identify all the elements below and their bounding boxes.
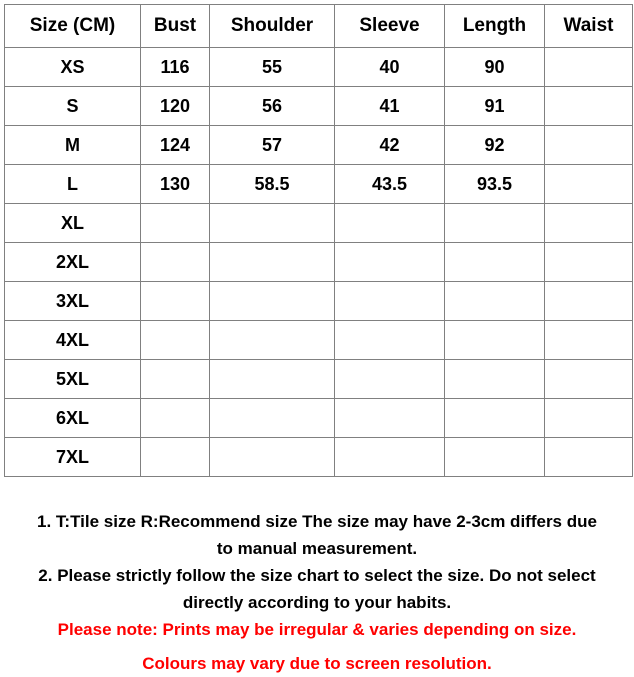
length-cell: 92	[445, 126, 545, 165]
waist-cell	[545, 87, 633, 126]
size-cell: 5XL	[5, 360, 141, 399]
length-cell	[445, 399, 545, 438]
table-row	[5, 360, 633, 399]
shoulder-cell	[210, 438, 335, 477]
waist-cell	[545, 399, 633, 438]
header-waist: Waist	[545, 5, 633, 48]
shoulder-cell	[210, 243, 335, 282]
size-notes	[0, 508, 634, 677]
sleeve-cell	[335, 399, 445, 438]
waist-cell	[545, 126, 633, 165]
bust-cell: 124	[141, 126, 210, 165]
sleeve-cell	[335, 321, 445, 360]
shoulder-cell: 57	[210, 126, 335, 165]
table-row	[5, 48, 633, 87]
header-size: Size (CM)	[5, 5, 141, 48]
size-cell: XL	[5, 204, 141, 243]
length-cell	[445, 282, 545, 321]
bust-cell: 120	[141, 87, 210, 126]
size-chart-table	[4, 4, 633, 477]
sleeve-cell: 41	[335, 87, 445, 126]
bust-cell	[141, 399, 210, 438]
sleeve-cell	[335, 282, 445, 321]
bust-cell	[141, 360, 210, 399]
length-cell: 90	[445, 48, 545, 87]
table-row	[5, 438, 633, 477]
size-cell: L	[5, 165, 141, 204]
shoulder-cell	[210, 360, 335, 399]
colours-warning: Colours may vary due to screen resolution.	[142, 654, 492, 673]
note-2-line-2: directly according to your habits.	[182, 593, 452, 612]
table-row	[5, 282, 633, 321]
length-cell: 91	[445, 87, 545, 126]
size-cell: 6XL	[5, 399, 141, 438]
size-cell: S	[5, 87, 141, 126]
waist-cell	[545, 438, 633, 477]
bust-cell	[141, 321, 210, 360]
waist-cell	[545, 360, 633, 399]
note-1-line-2: to manual measurement.	[216, 539, 418, 558]
sleeve-cell: 42	[335, 126, 445, 165]
bust-cell: 116	[141, 48, 210, 87]
size-cell: 3XL	[5, 282, 141, 321]
table-row	[5, 165, 633, 204]
size-cell: 2XL	[5, 243, 141, 282]
note-1-line-1: 1. T:Tile size R:Recommend size The size may have 2-3cm differs due	[37, 512, 597, 531]
bust-cell	[141, 438, 210, 477]
shoulder-cell	[210, 321, 335, 360]
note-2-line-1: 2. Please strictly follow the size chart to select the size. Do not select	[38, 566, 596, 585]
bust-cell	[141, 282, 210, 321]
size-cell: M	[5, 126, 141, 165]
waist-cell	[545, 204, 633, 243]
header-sleeve: Sleeve	[335, 5, 445, 48]
waist-cell	[545, 165, 633, 204]
waist-cell	[545, 243, 633, 282]
shoulder-cell	[210, 204, 335, 243]
length-cell	[445, 243, 545, 282]
table-row	[5, 204, 633, 243]
size-cell: 7XL	[5, 438, 141, 477]
shoulder-cell: 55	[210, 48, 335, 87]
bust-cell	[141, 243, 210, 282]
sleeve-cell: 43.5	[335, 165, 445, 204]
header-shoulder: Shoulder	[210, 5, 335, 48]
table-header-row	[5, 5, 633, 48]
bust-cell	[141, 204, 210, 243]
size-cell: XS	[5, 48, 141, 87]
length-cell	[445, 360, 545, 399]
table-row	[5, 321, 633, 360]
prints-warning: Please note: Prints may be irregular & varies depending on size.	[57, 620, 577, 639]
shoulder-cell: 56	[210, 87, 335, 126]
waist-cell	[545, 321, 633, 360]
sleeve-cell	[335, 243, 445, 282]
bust-cell: 130	[141, 165, 210, 204]
length-cell	[445, 438, 545, 477]
header-length: Length	[445, 5, 545, 48]
shoulder-cell: 58.5	[210, 165, 335, 204]
shoulder-cell	[210, 399, 335, 438]
table-row	[5, 399, 633, 438]
waist-cell	[545, 282, 633, 321]
length-cell	[445, 321, 545, 360]
sleeve-cell	[335, 438, 445, 477]
table-row	[5, 243, 633, 282]
sleeve-cell: 40	[335, 48, 445, 87]
table-row	[5, 87, 633, 126]
shoulder-cell	[210, 282, 335, 321]
header-bust: Bust	[141, 5, 210, 48]
length-cell	[445, 204, 545, 243]
length-cell: 93.5	[445, 165, 545, 204]
sleeve-cell	[335, 360, 445, 399]
waist-cell	[545, 48, 633, 87]
sleeve-cell	[335, 204, 445, 243]
size-cell: 4XL	[5, 321, 141, 360]
table-row	[5, 126, 633, 165]
